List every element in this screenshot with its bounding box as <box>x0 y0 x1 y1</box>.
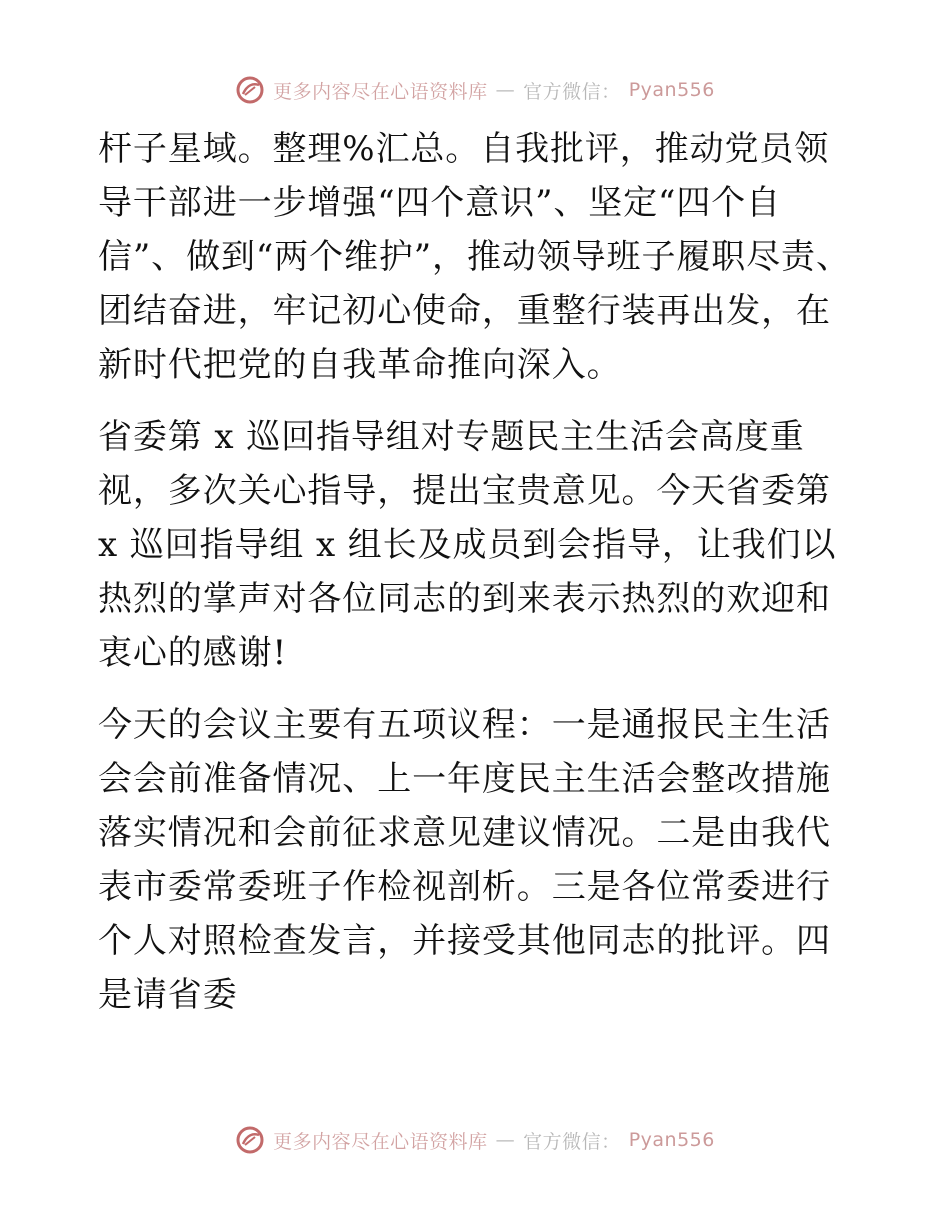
paragraph-1: 杆子星域。整理%汇总。自我批评，推动党员领导干部进一步增强“四个意识”、坚定“四个自信”、做到“两个维护”，推动领导班子履职尽责、团结奋进，牢记初心使命，重整行装再出发，在新时代把党的自我革命推向深入。 <box>98 129 851 385</box>
brand-logo-icon <box>235 75 265 105</box>
watermark-text: 更多内容尽在心语资料库 <box>273 1130 488 1153</box>
footer-watermark <box>0 1118 950 1162</box>
watermark-wechat-label: 官方微信： <box>523 1130 621 1153</box>
header-watermark <box>0 68 950 112</box>
watermark-separator: — <box>495 1129 516 1151</box>
watermark-wechat-label: 官方微信： <box>523 80 621 103</box>
document-body <box>98 122 858 1022</box>
watermark-wechat-id: Pyan556 <box>628 79 715 101</box>
watermark-separator: — <box>495 79 516 101</box>
watermark-text: 更多内容尽在心语资料库 <box>273 80 488 103</box>
brand-logo-icon <box>235 1125 265 1155</box>
watermark-wechat-id: Pyan556 <box>628 1129 715 1151</box>
paragraph-2: 省委第 x 巡回指导组对专题民主生活会高度重视，多次关心指导，提出宝贵意见。今天省委第 x 巡回指导组 x 组长及成员到会指导，让我们以热烈的掌声对各位同志的到来表示热烈的欢迎和衷心的感谢! <box>98 417 837 673</box>
paragraph-3: 今天的会议主要有五项议程：一是通报民主生活会会前准备情况、上一年度民主生活会整改措施落实情况和会前征求意见建议情况。二是由我代表市委常委班子作检视剖析。三是各位常委进行个人对照检查发言，并接受其他同志的批评。四是请省委 <box>98 705 831 1015</box>
